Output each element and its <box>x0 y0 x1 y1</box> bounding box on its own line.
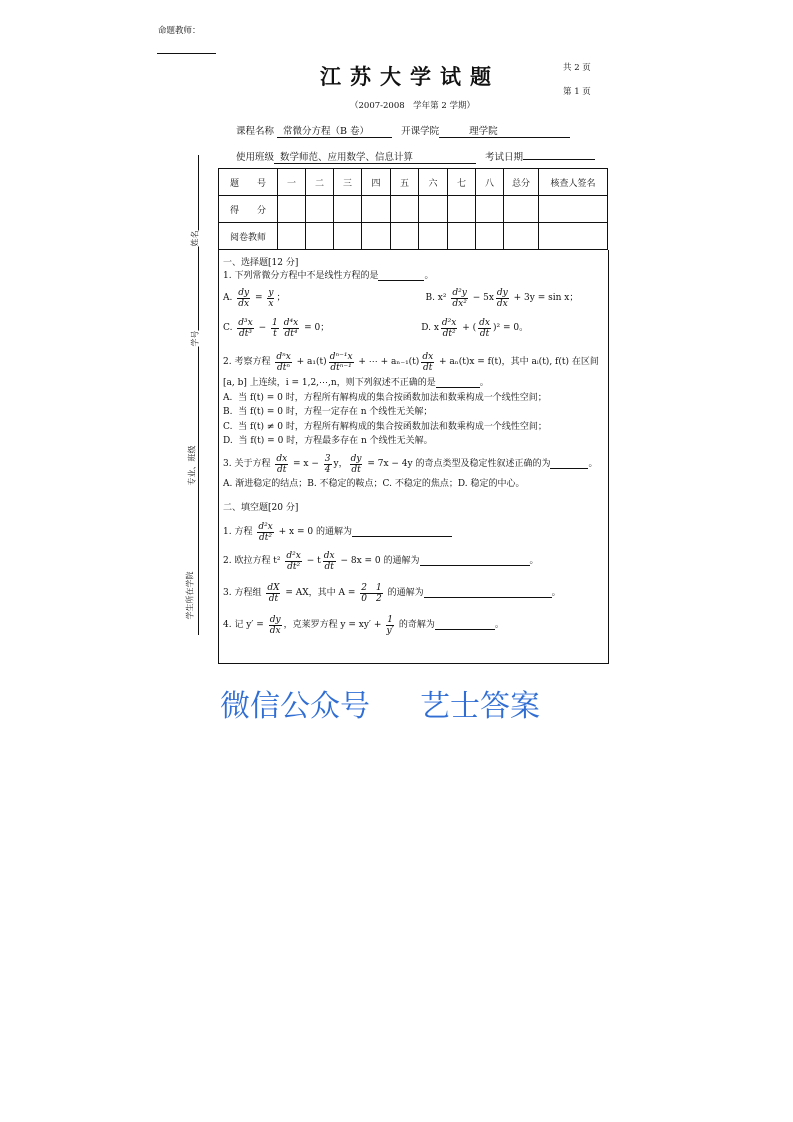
fraction-numerator: 3 <box>324 453 331 464</box>
math-fraction <box>421 352 434 373</box>
fraction-numerator: d⁴x <box>283 317 299 328</box>
header-cell: 六 <box>419 169 448 196</box>
answer-blank[interactable] <box>424 588 552 598</box>
score-cell[interactable] <box>448 196 476 223</box>
question-line <box>223 551 539 572</box>
question-text: ； <box>276 292 286 303</box>
side-label-college: 学生所在学院 <box>185 571 195 620</box>
table-row <box>219 169 608 196</box>
grader-cell[interactable] <box>334 223 362 250</box>
math-fraction <box>441 318 457 339</box>
math-fraction <box>267 288 274 309</box>
teacher-label: 命题教师： <box>158 26 201 36</box>
course-label: 课程名称 <box>236 126 275 137</box>
question-text: 。 <box>529 555 539 566</box>
question-text: 3. 方程组 <box>223 587 265 598</box>
fraction-numerator: dX <box>267 582 280 593</box>
grader-cell[interactable] <box>362 223 391 250</box>
question-line <box>223 503 298 514</box>
course-row <box>236 123 570 138</box>
math-fraction <box>269 615 282 636</box>
total-pages: 共 2 页 <box>563 63 591 73</box>
fraction-denominator: dt <box>324 561 334 572</box>
teacher-signature-line <box>157 53 216 54</box>
question-line <box>223 522 452 543</box>
answer-blank[interactable] <box>550 459 588 469</box>
math-fraction <box>323 551 336 572</box>
question-text: )² = 0。 <box>492 322 529 333</box>
question-text: B. x² <box>425 292 450 303</box>
question-text: − 8x = 0 的通解为 <box>337 555 420 566</box>
score-cell[interactable] <box>278 196 306 223</box>
question-text: C. <box>223 322 236 333</box>
side-label-major-class: 专业、班级 <box>187 445 197 486</box>
fraction-denominator: dt <box>479 328 490 339</box>
question-text: + ⋯ + aₙ₋₁(t) <box>355 356 420 367</box>
question-text: 的通解为 <box>384 587 424 598</box>
course-value: 常微分方程（B 卷） <box>277 123 392 138</box>
question-text: 的奇解为 <box>395 619 435 630</box>
question-text: 。 <box>424 270 434 281</box>
fraction-denominator: dt <box>268 593 279 604</box>
question-line <box>223 407 432 418</box>
math-fraction <box>451 288 467 309</box>
fraction-denominator: dt² <box>259 532 273 543</box>
fraction-denominator: dx <box>269 625 281 636</box>
fraction-denominator: dt³ <box>239 328 253 339</box>
watermark-line2: 微信公众号 <box>220 689 370 724</box>
question-text: + ( <box>459 322 477 333</box>
answer-blank[interactable] <box>378 271 424 281</box>
score-cell[interactable] <box>504 196 539 223</box>
question-text: A. 渐进稳定的结点；B. 不稳定的鞍点；C. 不稳定的焦点；D. 稳定的中心。 <box>223 478 525 489</box>
page-number: 第 1 页 <box>563 87 591 97</box>
fraction-denominator: dt² <box>442 328 456 339</box>
math-fraction <box>350 454 363 475</box>
fraction-numerator: d²x <box>258 521 273 532</box>
fraction-denominator: 4 <box>324 464 331 475</box>
question-text: 1. 方程 <box>223 526 256 537</box>
question-text: 。 <box>551 587 561 598</box>
math-fraction <box>275 454 288 475</box>
fraction-denominator: dt⁴ <box>284 328 298 339</box>
header-cell: 三 <box>334 169 362 196</box>
college-label: 开课学院 <box>401 126 440 137</box>
question-text: 4. 记 y′ = <box>223 619 267 630</box>
question-text: = x − <box>290 458 322 469</box>
grader-cell[interactable] <box>419 223 448 250</box>
grader-cell[interactable] <box>278 223 306 250</box>
question-text: 。 <box>479 377 489 388</box>
fraction-numerator: d²y <box>452 287 467 298</box>
header-cell: 核查人签名 <box>539 169 608 196</box>
question-text: D. 当 f(t) = 0 时，方程最多存在 n 个线性无关解。 <box>223 435 433 446</box>
question-line <box>223 318 528 339</box>
question-line <box>223 479 524 490</box>
math-fraction <box>478 318 491 339</box>
score-cell[interactable] <box>391 196 419 223</box>
fraction-denominator: dt <box>277 464 287 475</box>
question-text: [a, b] 上连续，i = 1,2,⋯,n，则下列叙述不正确的是 <box>223 377 436 388</box>
fraction-denominator: dx <box>238 298 250 309</box>
question-text: 。 <box>588 458 598 469</box>
row-label: 得 分 <box>219 196 278 223</box>
fraction-numerator: dy <box>350 453 362 464</box>
fraction-denominator: dx <box>496 298 508 309</box>
grader-cell[interactable] <box>391 223 419 250</box>
grader-cell[interactable] <box>504 223 539 250</box>
question-line <box>223 454 597 475</box>
fraction-numerator: d³x <box>238 317 253 328</box>
question-text: − <box>255 322 270 333</box>
question-line <box>223 271 433 282</box>
class-row <box>236 148 595 164</box>
question-text: y， <box>333 458 348 469</box>
header-cell: 一 <box>278 169 306 196</box>
header-cell: 二 <box>306 169 334 196</box>
question-line <box>223 352 599 373</box>
fraction-numerator: d²x <box>286 550 301 561</box>
fraction-numerator: dx <box>479 317 490 328</box>
side-label-name: 姓名 <box>190 230 200 247</box>
fraction-denominator: dt <box>423 362 433 373</box>
fraction-numerator: 1 <box>272 317 278 328</box>
math-fraction <box>271 318 279 339</box>
fraction-numerator: dx <box>323 550 335 561</box>
question-text: D. x <box>421 322 439 333</box>
row-label: 阅卷教师 <box>219 223 278 250</box>
math-fraction <box>237 288 250 309</box>
math-fraction <box>237 318 253 339</box>
question-text: − t <box>303 555 321 566</box>
header-cell: 四 <box>362 169 391 196</box>
question-text: 二、填空题[20 分] <box>223 502 299 513</box>
question-text: + aₙ(t)x = f(t)，其中 aᵢ(t), f(t) 在区间 <box>436 356 599 367</box>
question-text: C. 当 f(t) ≠ 0 时，方程所有解构成的集合按函数加法和数乘构成一个线性空间； <box>223 421 547 432</box>
date-label: 考试日期 <box>485 152 524 163</box>
question-text: + a₁(t) <box>293 356 327 367</box>
question-line <box>223 583 561 604</box>
class-value: 数学师范、应用数学、信息计算 <box>274 149 476 164</box>
fraction-denominator: dt² <box>287 561 301 572</box>
header-cell: 总分 <box>504 169 539 196</box>
answer-blank[interactable] <box>436 378 480 388</box>
answer-blank[interactable] <box>435 620 495 630</box>
fraction-numerator: 2 1 <box>361 582 382 593</box>
fraction-denominator: dt <box>351 464 361 475</box>
question-text: + x = 0 的通解为 <box>275 526 352 537</box>
class-label: 使用班级 <box>236 152 275 163</box>
question-text: 3. 关于方程 <box>223 458 274 469</box>
fraction-numerator: dⁿx <box>276 351 291 362</box>
question-text: = <box>252 292 266 303</box>
question-line <box>223 393 547 404</box>
header-cell: 七 <box>448 169 476 196</box>
fraction-numerator: dⁿ⁻¹x <box>329 351 353 362</box>
score-cell[interactable] <box>476 196 504 223</box>
question-text: A. 当 f(t) = 0 时，方程所有解构成的集合按函数加法和数乘构成一个线性空间； <box>223 392 547 403</box>
question-line <box>223 615 504 636</box>
table-row <box>219 196 608 223</box>
fraction-numerator: dx <box>276 453 288 464</box>
score-table <box>218 168 608 250</box>
math-fraction <box>266 583 280 604</box>
question-line <box>223 378 489 389</box>
math-fraction <box>324 454 332 475</box>
exam-title: 江苏大学试题 <box>320 64 500 89</box>
question-text: 。 <box>494 619 504 630</box>
question-text: 1. 下列常微分方程中不是线性方程的是 <box>223 270 379 281</box>
question-line <box>223 288 578 309</box>
fraction-numerator: y <box>268 287 274 298</box>
question-text: = AX，其中 A = <box>282 587 359 598</box>
fraction-numerator: d²x <box>441 317 457 328</box>
fraction-numerator: 1 <box>387 614 393 625</box>
math-fraction <box>496 288 509 309</box>
math-fraction <box>285 551 301 572</box>
fraction-denominator: dtⁿ⁻¹ <box>330 362 352 373</box>
question-text: 2. 考察方程 <box>223 356 274 367</box>
term: （2007-2008 学年第 2 学期） <box>350 101 475 111</box>
grader-cell[interactable] <box>448 223 476 250</box>
score-cell[interactable] <box>419 196 448 223</box>
grader-cell[interactable] <box>476 223 504 250</box>
fraction-denominator: dtⁿ <box>277 362 291 373</box>
binding-line <box>198 155 199 635</box>
math-fraction <box>360 583 382 604</box>
question-line <box>223 436 433 447</box>
table-row <box>219 223 608 250</box>
fraction-denominator: 0 2 <box>361 593 382 604</box>
question-line <box>223 422 547 433</box>
answer-blank[interactable] <box>352 527 452 537</box>
question-text: + 3y = sin x； <box>510 292 579 303</box>
math-fraction <box>329 352 354 373</box>
fraction-numerator: dx <box>422 351 434 362</box>
college-value: 理学院 <box>439 123 570 138</box>
question-text: = 0； <box>301 322 330 333</box>
question-text: B. 当 f(t) = 0 时，方程一定存在 n 个线性无关解； <box>223 406 433 417</box>
question-text: 一、选择题[12 分] <box>223 257 299 268</box>
question-line <box>223 258 298 269</box>
question-text: = 7x − 4y 的奇点类型及稳定性叙述正确的为 <box>364 458 551 469</box>
fraction-denominator: t <box>273 328 277 339</box>
fraction-numerator: dy <box>496 287 508 298</box>
question-text: − 5x <box>469 292 494 303</box>
watermark-line1: 艺士答案 <box>420 689 540 724</box>
fraction-denominator: y′ <box>386 625 394 636</box>
score-cell[interactable] <box>334 196 362 223</box>
header-cell: 八 <box>476 169 504 196</box>
question-text: 2. 欧拉方程 t² <box>223 555 284 566</box>
fraction-denominator: dx² <box>452 298 467 309</box>
grader-cell[interactable] <box>306 223 334 250</box>
answer-blank[interactable] <box>420 556 530 566</box>
fraction-denominator: x <box>268 298 274 309</box>
question-text: A. <box>223 292 236 303</box>
math-fraction <box>257 522 273 543</box>
header-cell: 题 号 <box>219 169 278 196</box>
score-cell[interactable] <box>362 196 391 223</box>
question-text: ，克莱罗方程 y = xy′ + <box>283 619 385 630</box>
math-fraction <box>275 352 291 373</box>
math-fraction <box>386 615 394 636</box>
fraction-numerator: dy <box>238 287 250 298</box>
math-fraction <box>283 318 299 339</box>
side-label-student-id: 学号 <box>190 330 200 347</box>
fraction-numerator: dy <box>269 614 281 625</box>
grader-cell[interactable] <box>539 223 608 250</box>
score-cell[interactable] <box>539 196 608 223</box>
score-cell[interactable] <box>306 196 334 223</box>
header-cell: 五 <box>391 169 419 196</box>
date-value <box>523 148 595 160</box>
